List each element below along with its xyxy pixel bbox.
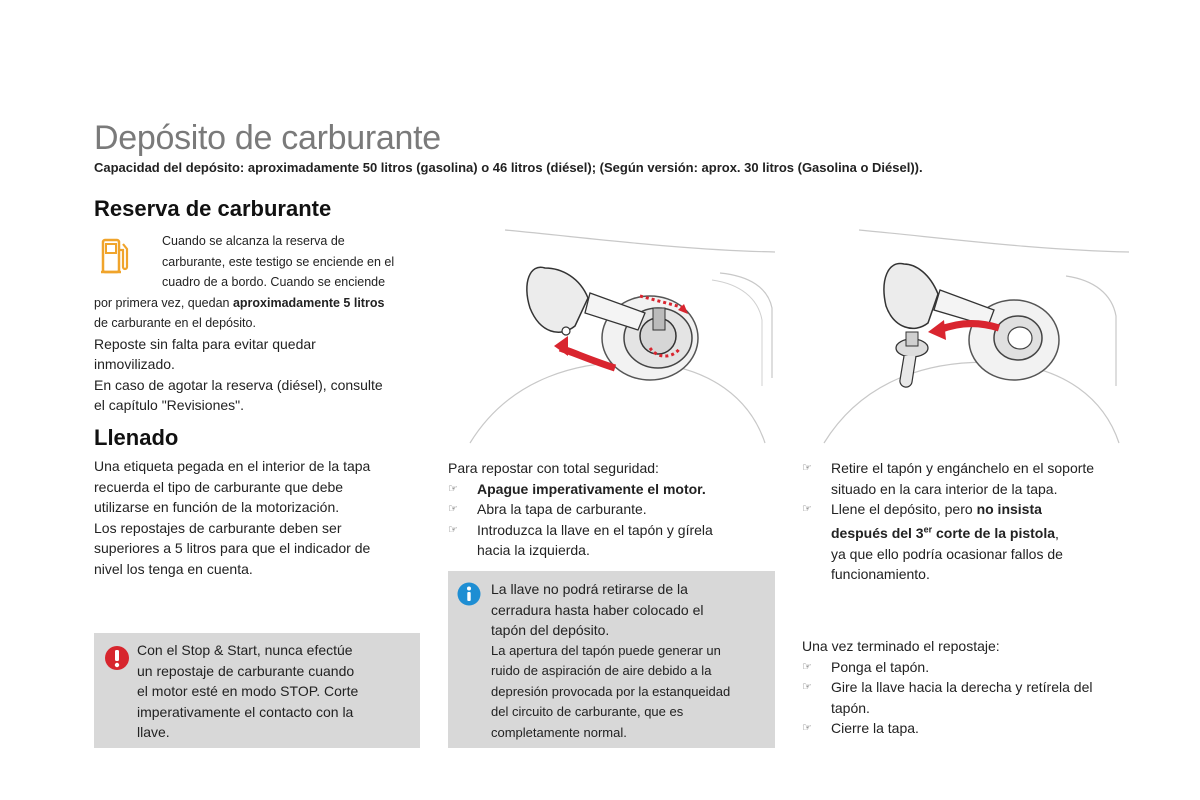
list-item: [802, 718, 1132, 739]
list-item: [802, 458, 1132, 499]
list-item: [448, 499, 778, 520]
warning-icon: [104, 645, 130, 671]
list-item-text: Gire la llave hacia la derecha y retírela del: [831, 679, 1093, 695]
info-line: tapón del depósito.: [491, 622, 610, 638]
info-line: depresión provocada por la estanqueidad: [491, 683, 731, 699]
bullet-icon: ☞: [802, 660, 812, 673]
list-item: [448, 520, 778, 561]
reserve-line: Cuando se alcanza la reserva de: [162, 234, 345, 248]
info-text: [491, 579, 766, 743]
llenado-text: [94, 456, 414, 579]
info-line: La apertura del tapón puede generar un: [491, 642, 721, 658]
reserve-line-part: por primera vez, quedan: [94, 295, 233, 310]
after-refuel-steps: [802, 636, 1132, 739]
info-line: La llave no podrá retirarse de la: [491, 581, 688, 597]
list-item-text: funcionamiento.: [831, 566, 930, 583]
reserve-line: inmovilizado.: [94, 356, 175, 372]
bullet-icon: ☞: [802, 462, 812, 474]
reserve-line: el capítulo "Revisiones".: [94, 397, 245, 413]
warning-text: [137, 640, 407, 743]
reserve-line: En caso de agotar la reserva (diésel), consulte: [94, 376, 383, 393]
bullet-icon: ☞: [448, 503, 458, 515]
list-item-text: Llene el depósito, pero: [831, 501, 977, 517]
list-item-text: Retire el tapón y engánchelo en el soporte: [831, 460, 1095, 476]
llenado-line: Los repostajes de carburante deben ser: [94, 519, 342, 536]
llenado-line: utilizarse en función de la motorización.: [94, 499, 340, 515]
reserve-line: carburante, este testigo se enciende en el: [162, 254, 395, 269]
warning-line: llave.: [137, 724, 170, 740]
bullet-icon: ☞: [802, 503, 812, 515]
list-item-text: situado en la cara interior de la tapa.: [831, 480, 1058, 497]
after-refuel-intro: Una vez terminado el repostaje:: [802, 638, 1000, 654]
ordinal-suffix: er: [923, 524, 933, 535]
cap-steps: [802, 458, 1132, 585]
llenado-line: nivel los tenga en cuenta.: [94, 560, 253, 577]
bullet-icon: ☞: [448, 523, 458, 536]
info-line: cerradura hasta haber colocado el: [491, 601, 704, 618]
list-item-text: Introduzca la llave en el tapón y gírela: [477, 521, 713, 538]
list-item-text: ya que ello podría ocasionar fallos de: [831, 545, 1063, 562]
reserve-line: de carburante en el depósito.: [94, 316, 256, 330]
list-item: [802, 677, 1132, 718]
fuel-flap-illustration-open: [450, 228, 775, 446]
list-item-text: tapón.: [831, 699, 870, 716]
reserve-line: [94, 293, 424, 314]
list-item-text-part: después del 3: [831, 525, 924, 542]
bullet-icon: ☞: [802, 722, 812, 734]
fuel-flap-illustration-cap-removed: [804, 228, 1129, 446]
warning-line: el motor esté en modo STOP. Corte: [137, 683, 359, 699]
llenado-line: Una etiqueta pegada en el interior de la tapa: [94, 458, 371, 474]
info-icon: [457, 582, 481, 606]
list-item-text: no insista: [976, 501, 1042, 517]
section-heading-reserva: Reserva de carburante: [94, 196, 332, 221]
info-line: ruido de aspiración de aire debido a la: [491, 663, 712, 678]
list-item-text-part: ,: [1055, 525, 1059, 542]
warning-line: Con el Stop & Start, nunca efectúe: [137, 642, 353, 658]
page-title: Depósito de carburante: [94, 119, 441, 157]
refuel-intro: Para repostar con total seguridad:: [448, 460, 659, 476]
list-item-text: hacia la izquierda.: [477, 542, 590, 558]
list-item: [448, 479, 778, 500]
warning-line: imperativamente el contacto con la: [137, 703, 354, 720]
llenado-line: superiores a 5 litros para que el indicador de: [94, 540, 371, 556]
warning-line: un repostaje de carburante cuando: [137, 662, 355, 679]
bullet-icon: ☞: [448, 482, 458, 495]
list-item-text: Abra la tapa de carburante.: [477, 501, 647, 517]
list-item-text-part: corte de la pistola: [932, 525, 1056, 542]
info-line: completamente normal.: [491, 724, 627, 740]
refuel-steps: [448, 458, 778, 561]
reserve-line: cuadro de a bordo. Cuando se enciende: [162, 275, 386, 289]
reserve-text: [94, 231, 424, 416]
llenado-line: recuerda el tipo de carburante que debe: [94, 478, 344, 495]
list-item-text: Apague imperativamente el motor.: [477, 480, 706, 497]
list-item-text: Cierre la tapa.: [831, 720, 919, 736]
reserve-line: Reposte sin falta para evitar quedar: [94, 335, 316, 352]
info-line: del circuito de carburante, que es: [491, 704, 684, 719]
section-heading-llenado: Llenado: [94, 425, 179, 450]
list-item-text: [831, 525, 1055, 541]
list-item: [802, 499, 1132, 585]
list-item-text: Ponga el tapón.: [831, 658, 930, 675]
capacity-note: Capacidad del depósito: aproximadamente 50 litros (gasolina) o 46 litros (diésel); (Según versión: aprox. 30 litros (Gasolina o Diésel)).: [94, 160, 923, 175]
bullet-icon: ☞: [802, 681, 812, 693]
reserve-amount: aproximadamente 5 litros: [232, 295, 385, 310]
list-item: [802, 657, 1132, 678]
